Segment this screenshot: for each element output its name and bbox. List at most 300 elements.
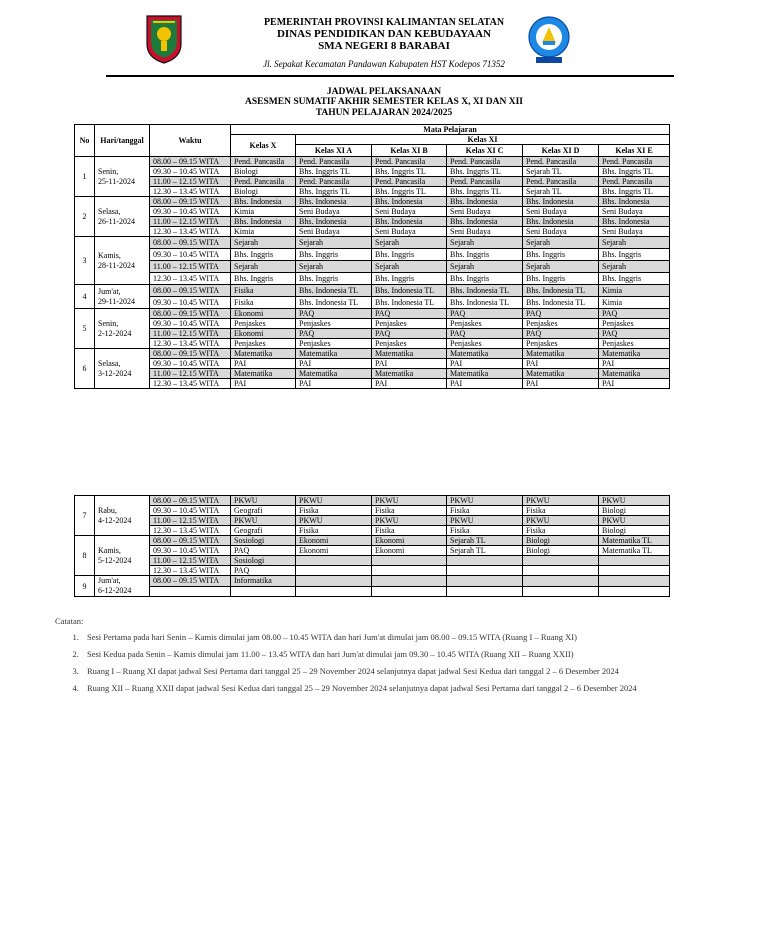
subject-cell: Fisika: [231, 297, 296, 309]
subject-cell: Bhs. Indonesia TL: [447, 297, 523, 309]
day-date: Senin, 25-11-2024: [95, 157, 150, 197]
table-row: [75, 319, 670, 329]
time-slot: 11.00 – 12.15 WITA: [150, 217, 231, 227]
subject-cell: Bhs. Inggris: [231, 273, 296, 285]
subject-cell: [599, 566, 670, 576]
subject-cell: Fisika: [296, 526, 372, 536]
subject-cell: Fisika: [296, 506, 372, 516]
subject-cell: Bhs. Indonesia: [447, 197, 523, 207]
subject-cell: Ekonomi: [296, 546, 372, 556]
subject-cell: Matematika: [523, 349, 599, 359]
doc-title: JADWAL PELAKSANAAN: [326, 87, 442, 97]
time-slot: 08.00 – 09.15 WITA: [150, 157, 231, 167]
subject-cell: Bhs. Indonesia: [231, 217, 296, 227]
subject-cell: [372, 576, 447, 587]
subject-cell: Seni Budaya: [523, 207, 599, 217]
subject-cell: [231, 586, 296, 597]
table-row: [75, 227, 670, 237]
subject-cell: Sejarah: [523, 237, 599, 249]
time-slot: 08.00 – 09.15 WITA: [150, 576, 231, 587]
row-number: 9: [75, 576, 95, 597]
subject-cell: Penjaskes: [372, 319, 447, 329]
subject-cell: Sejarah: [372, 237, 447, 249]
subject-cell: Matematika: [372, 349, 447, 359]
subject-cell: PAI: [231, 359, 296, 369]
time-slot: 08.00 – 09.15 WITA: [150, 309, 231, 319]
table-row: [75, 309, 670, 319]
subject-cell: [296, 586, 372, 597]
table-row: [75, 339, 670, 349]
table-row: [75, 379, 670, 389]
subject-cell: [447, 556, 523, 566]
note-item: 3. Ruang I – Ruang XI dapat jadwal Sesi Pertama dari tanggal 25 – 29 November 2024 selanjutnya dapat jadwal Sesi Kedua dari tanggal 2 – 6 Desember 2024: [81, 666, 745, 676]
day-date: Senin, 2-12-2024: [95, 309, 150, 349]
province-emblem-icon: [145, 14, 183, 64]
schedule-table-part-1: [74, 124, 670, 389]
subject-cell: Seni Budaya: [599, 207, 670, 217]
subject-cell: PKWU: [296, 516, 372, 526]
subject-cell: PAQ: [447, 309, 523, 319]
subject-cell: Bhs. Indonesia: [523, 197, 599, 207]
subject-cell: Biologi: [231, 187, 296, 197]
col-header-xi-c: Kelas XI C: [447, 145, 523, 157]
subject-cell: [523, 586, 599, 597]
time-slot: 11.00 – 12.15 WITA: [150, 556, 231, 566]
day-date: Selasa, 26-11-2024: [95, 197, 150, 237]
subject-cell: [296, 556, 372, 566]
subject-cell: PAQ: [447, 329, 523, 339]
subject-cell: Sejarah: [447, 261, 523, 273]
table-row: [75, 556, 670, 566]
subject-cell: Sosiologi: [231, 536, 296, 546]
time-slot: 08.00 – 09.15 WITA: [150, 197, 231, 207]
subject-cell: Sejarah TL: [523, 187, 599, 197]
subject-cell: Matematika: [296, 369, 372, 379]
subject-cell: Ekonomi: [372, 546, 447, 556]
note-item: 1. Sesi Pertama pada hari Senin – Kamis dimulai jam 08.00 – 10.45 WITA dan hari Jum'at dimulai jam 08.00 – 09.15 WITA (Ruang I – Ruang XI): [81, 632, 745, 642]
subject-cell: Fisika: [372, 506, 447, 516]
subject-cell: Bhs. Indonesia: [599, 197, 670, 207]
subject-cell: PAI: [447, 359, 523, 369]
row-number: 6: [75, 349, 95, 389]
subject-cell: PKWU: [372, 516, 447, 526]
subject-cell: [296, 566, 372, 576]
subject-cell: PAQ: [231, 566, 296, 576]
subject-cell: Fisika: [231, 285, 296, 297]
subject-cell: Bhs. Inggris: [447, 273, 523, 285]
subject-cell: Bhs. Indonesia TL: [372, 297, 447, 309]
subject-cell: Biologi: [231, 167, 296, 177]
subject-cell: PAI: [523, 359, 599, 369]
subject-cell: Sejarah: [296, 261, 372, 273]
doc-subtitle: ASESMEN SUMATIF AKHIR SEMESTER KELAS X, XI DAN XII: [245, 97, 523, 107]
subject-cell: Matematika: [372, 369, 447, 379]
subject-cell: Ekonomi: [296, 536, 372, 546]
notes-section: [55, 616, 745, 700]
subject-cell: Bhs. Inggris: [447, 249, 523, 261]
subject-cell: Sejarah: [599, 261, 670, 273]
col-header-no: No: [75, 125, 95, 157]
table-row: [75, 586, 670, 597]
subject-cell: Kimia: [599, 285, 670, 297]
subject-cell: Penjaskes: [372, 339, 447, 349]
subject-cell: Pend. Pancasila: [523, 177, 599, 187]
subject-cell: Seni Budaya: [296, 227, 372, 237]
time-slot: 09.30 – 10.45 WITA: [150, 359, 231, 369]
subject-cell: PKWU: [523, 516, 599, 526]
table-row: [75, 237, 670, 249]
subject-cell: PKWU: [447, 516, 523, 526]
time-slot: 12.30 – 13.45 WITA: [150, 187, 231, 197]
schedule-body-part-2: [75, 496, 670, 597]
col-header-time: Waktu: [150, 125, 231, 157]
subject-cell: Kimia: [599, 297, 670, 309]
subject-cell: Sejarah: [372, 261, 447, 273]
time-slot: 08.00 – 09.15 WITA: [150, 536, 231, 546]
subject-cell: Geografi: [231, 526, 296, 536]
row-number: 5: [75, 309, 95, 349]
table-row: [75, 187, 670, 197]
subject-cell: PKWU: [599, 516, 670, 526]
subject-cell: Matematika: [599, 349, 670, 359]
subject-cell: Ekonomi: [231, 329, 296, 339]
subject-cell: Matematika TL: [599, 536, 670, 546]
subject-cell: Bhs. Inggris TL: [372, 187, 447, 197]
time-slot: 12.30 – 13.45 WITA: [150, 566, 231, 576]
table-row: [75, 285, 670, 297]
subject-cell: Bhs. Inggris: [523, 273, 599, 285]
doc-year: TAHUN PELAJARAN 2024/2025: [315, 108, 453, 118]
subject-cell: Bhs. Indonesia TL: [523, 285, 599, 297]
time-slot: 11.00 – 12.15 WITA: [150, 177, 231, 187]
subject-cell: Bhs. Indonesia TL: [372, 285, 447, 297]
subject-cell: Penjaskes: [523, 339, 599, 349]
table-row: [75, 566, 670, 576]
subject-cell: PAI: [372, 359, 447, 369]
subject-cell: Sejarah TL: [447, 536, 523, 546]
time-slot: 09.30 – 10.45 WITA: [150, 167, 231, 177]
subject-cell: Penjaskes: [296, 319, 372, 329]
subject-cell: Penjaskes: [523, 319, 599, 329]
subject-cell: PKWU: [231, 496, 296, 506]
subject-cell: Bhs. Indonesia: [599, 217, 670, 227]
row-number: 3: [75, 237, 95, 285]
subject-cell: Fisika: [523, 526, 599, 536]
subject-cell: PAI: [447, 379, 523, 389]
subject-cell: [447, 576, 523, 587]
table-row: [75, 359, 670, 369]
subject-cell: Fisika: [447, 526, 523, 536]
day-date: Selasa, 3-12-2024: [95, 349, 150, 389]
time-slot: 08.00 – 09.15 WITA: [150, 285, 231, 297]
subject-cell: Pend. Pancasila: [447, 177, 523, 187]
row-number: 2: [75, 197, 95, 237]
day-date: Kamis, 5-12-2024: [95, 536, 150, 576]
subject-cell: PAQ: [296, 309, 372, 319]
subject-cell: PAQ: [296, 329, 372, 339]
col-header-xi-d: Kelas XI D: [523, 145, 599, 157]
time-slot: [150, 586, 231, 597]
table-row: [75, 177, 670, 187]
table-row: [75, 506, 670, 516]
subject-cell: Bhs. Inggris TL: [599, 187, 670, 197]
time-slot: 09.30 – 10.45 WITA: [150, 297, 231, 309]
subject-cell: Bhs. Inggris TL: [599, 167, 670, 177]
subject-cell: PAI: [599, 359, 670, 369]
subject-cell: Seni Budaya: [296, 207, 372, 217]
subject-cell: Penjaskes: [447, 339, 523, 349]
table-row: [75, 516, 670, 526]
subject-cell: Bhs. Indonesia: [523, 217, 599, 227]
time-slot: 12.30 – 13.45 WITA: [150, 339, 231, 349]
subject-cell: Sejarah: [523, 261, 599, 273]
subject-cell: Matematika TL: [599, 546, 670, 556]
subject-cell: Bhs. Inggris: [599, 249, 670, 261]
subject-cell: Sejarah: [447, 237, 523, 249]
subject-cell: Bhs. Indonesia: [372, 197, 447, 207]
subject-cell: [372, 566, 447, 576]
subject-cell: Penjaskes: [599, 339, 670, 349]
table-row: [75, 526, 670, 536]
subject-cell: Fisika: [523, 506, 599, 516]
subject-cell: Penjaskes: [231, 339, 296, 349]
table-row: [75, 197, 670, 207]
subject-cell: PAI: [296, 379, 372, 389]
day-date: Rabu, 4-12-2024: [95, 496, 150, 536]
subject-cell: PAI: [296, 359, 372, 369]
header-department: DINAS PENDIDIKAN DAN KEBUDAYAAN: [276, 28, 492, 40]
subject-cell: Pend. Pancasila: [447, 157, 523, 167]
subject-cell: Seni Budaya: [447, 207, 523, 217]
table-row: [75, 157, 670, 167]
subject-cell: Sejarah: [296, 237, 372, 249]
time-slot: 08.00 – 09.15 WITA: [150, 349, 231, 359]
subject-cell: Penjaskes: [599, 319, 670, 329]
subject-cell: Matematika: [447, 369, 523, 379]
subject-cell: PAQ: [372, 329, 447, 339]
table-row: [75, 207, 670, 217]
subject-cell: Bhs. Inggris: [372, 249, 447, 261]
subject-cell: [447, 566, 523, 576]
subject-cell: Bhs. Inggris: [296, 249, 372, 261]
subject-cell: Sosiologi: [231, 556, 296, 566]
table-row: [75, 273, 670, 285]
time-slot: 12.30 – 13.45 WITA: [150, 379, 231, 389]
subject-cell: Informatika: [231, 576, 296, 587]
subject-cell: Penjaskes: [231, 319, 296, 329]
subject-cell: PAQ: [523, 329, 599, 339]
col-header-class-x: Kelas X: [231, 135, 296, 157]
letterhead: [0, 0, 768, 80]
table-row: [75, 329, 670, 339]
subject-cell: Seni Budaya: [372, 227, 447, 237]
header-divider: [106, 75, 674, 77]
subject-cell: Bhs. Indonesia TL: [447, 285, 523, 297]
row-number: 4: [75, 285, 95, 309]
subject-cell: Pend. Pancasila: [231, 177, 296, 187]
subject-cell: Bhs. Indonesia: [296, 217, 372, 227]
subject-cell: Seni Budaya: [372, 207, 447, 217]
time-slot: 09.30 – 10.45 WITA: [150, 207, 231, 217]
subject-cell: Ekonomi: [372, 536, 447, 546]
row-number: 1: [75, 157, 95, 197]
col-header-xi-a: Kelas XI A: [296, 145, 372, 157]
subject-cell: Fisika: [447, 506, 523, 516]
col-header-xi-e: Kelas XI E: [599, 145, 670, 157]
subject-cell: Sejarah: [599, 237, 670, 249]
subject-cell: Bhs. Inggris TL: [372, 167, 447, 177]
col-header-day: Hari/tanggal: [95, 125, 150, 157]
subject-cell: Bhs. Inggris: [599, 273, 670, 285]
subject-cell: Seni Budaya: [447, 227, 523, 237]
table-row: [75, 249, 670, 261]
subject-cell: Pend. Pancasila: [523, 157, 599, 167]
table-row: [75, 496, 670, 506]
day-date: Jum'at, 29-11-2024: [95, 285, 150, 309]
table-row: [75, 261, 670, 273]
table-row: [75, 297, 670, 309]
subject-cell: Sejarah TL: [523, 167, 599, 177]
subject-cell: [599, 576, 670, 587]
table-row: [75, 167, 670, 177]
subject-cell: Bhs. Inggris TL: [296, 187, 372, 197]
subject-cell: PAQ: [599, 329, 670, 339]
subject-cell: PKWU: [296, 496, 372, 506]
header-government: PEMERINTAH PROVINSI KALIMANTAN SELATAN: [263, 17, 505, 28]
subject-cell: Ekonomi: [231, 309, 296, 319]
subject-cell: [372, 586, 447, 597]
note-item: 4. Ruang XII – Ruang XXII dapat jadwal Sesi Kedua dari tanggal 25 – 29 November 2024 selanjutnya dapat jadwal Sesi Pertama dari tanggal 2 – 6 Desember 2024: [81, 683, 745, 693]
notes-title: Catatan:: [55, 616, 84, 626]
subject-cell: [372, 556, 447, 566]
subject-cell: Penjaskes: [296, 339, 372, 349]
subject-cell: [599, 556, 670, 566]
subject-cell: Matematika: [523, 369, 599, 379]
subject-cell: PAI: [599, 379, 670, 389]
table-row: [75, 546, 670, 556]
subject-cell: Bhs. Indonesia: [296, 197, 372, 207]
subject-cell: Matematika: [447, 349, 523, 359]
table-row: [75, 369, 670, 379]
subject-cell: Bhs. Inggris: [296, 273, 372, 285]
table-row: [75, 536, 670, 546]
subject-cell: PAQ: [372, 309, 447, 319]
subject-cell: Bhs. Inggris: [231, 249, 296, 261]
subject-cell: Sejarah: [231, 237, 296, 249]
subject-cell: Bhs. Inggris TL: [296, 167, 372, 177]
subject-cell: [599, 586, 670, 597]
subject-cell: Pend. Pancasila: [372, 177, 447, 187]
subject-cell: Matematika: [296, 349, 372, 359]
subject-cell: Biologi: [523, 536, 599, 546]
subject-cell: Bhs. Indonesia: [447, 217, 523, 227]
subject-cell: Bhs. Inggris TL: [447, 187, 523, 197]
schedule-body-part-1: [75, 157, 670, 389]
time-slot: 08.00 – 09.15 WITA: [150, 496, 231, 506]
subject-cell: Bhs. Inggris: [523, 249, 599, 261]
subject-cell: Bhs. Indonesia TL: [296, 285, 372, 297]
time-slot: 09.30 – 10.45 WITA: [150, 319, 231, 329]
table-row: [75, 576, 670, 587]
time-slot: 11.00 – 12.15 WITA: [150, 261, 231, 273]
subject-cell: Pend. Pancasila: [296, 177, 372, 187]
subject-cell: PKWU: [372, 496, 447, 506]
subject-cell: Biologi: [599, 506, 670, 516]
row-number: 8: [75, 536, 95, 576]
time-slot: 12.30 – 13.45 WITA: [150, 526, 231, 536]
schedule-table-part-2: [74, 495, 670, 597]
subject-cell: Bhs. Indonesia TL: [296, 297, 372, 309]
subject-cell: Pend. Pancasila: [599, 177, 670, 187]
subject-cell: Sejarah: [231, 261, 296, 273]
subject-cell: Bhs. Inggris TL: [447, 167, 523, 177]
subject-cell: PAQ: [599, 309, 670, 319]
subject-cell: PKWU: [599, 496, 670, 506]
subject-cell: Matematika: [231, 349, 296, 359]
subject-cell: Kimia: [231, 207, 296, 217]
subject-cell: PKWU: [523, 496, 599, 506]
col-header-subjects: Mata Pelajaran: [231, 125, 670, 135]
subject-cell: [523, 576, 599, 587]
time-slot: 12.30 – 13.45 WITA: [150, 227, 231, 237]
subject-cell: Bhs. Indonesia TL: [523, 297, 599, 309]
notes-list: [55, 632, 745, 693]
subject-cell: [296, 576, 372, 587]
subject-cell: Bhs. Indonesia: [372, 217, 447, 227]
header-school: SMA NEGERI 8 BARABAI: [318, 40, 450, 52]
subject-cell: PKWU: [447, 496, 523, 506]
subject-cell: [447, 586, 523, 597]
subject-cell: Matematika: [599, 369, 670, 379]
table-row: [75, 349, 670, 359]
subject-cell: Geografi: [231, 506, 296, 516]
time-slot: 11.00 – 12.15 WITA: [150, 369, 231, 379]
time-slot: 08.00 – 09.15 WITA: [150, 237, 231, 249]
subject-cell: Sejarah TL: [447, 546, 523, 556]
time-slot: 12.30 – 13.45 WITA: [150, 273, 231, 285]
subject-cell: PAQ: [523, 309, 599, 319]
subject-cell: PAI: [231, 379, 296, 389]
subject-cell: Bhs. Indonesia: [231, 197, 296, 207]
subject-cell: Pend. Pancasila: [296, 157, 372, 167]
time-slot: 09.30 – 10.45 WITA: [150, 546, 231, 556]
subject-cell: Pend. Pancasila: [372, 157, 447, 167]
subject-cell: Biologi: [523, 546, 599, 556]
subject-cell: Kimia: [231, 227, 296, 237]
col-header-class-xi: Kelas XI: [296, 135, 670, 145]
time-slot: 09.30 – 10.45 WITA: [150, 249, 231, 261]
subject-cell: PAI: [372, 379, 447, 389]
subject-cell: Pend. Pancasila: [599, 157, 670, 167]
time-slot: 09.30 – 10.45 WITA: [150, 506, 231, 516]
subject-cell: Penjaskes: [447, 319, 523, 329]
subject-cell: PAQ: [231, 546, 296, 556]
tut-wuri-handayani-icon: [528, 13, 570, 65]
subject-cell: Seni Budaya: [599, 227, 670, 237]
subject-cell: Bhs. Inggris: [372, 273, 447, 285]
day-date: Kamis, 28-11-2024: [95, 237, 150, 285]
header-address: Jl. Sepakat Kecamatan Pandawan Kabupaten HST Kodepos 71352: [263, 59, 505, 69]
row-number: 7: [75, 496, 95, 536]
subject-cell: Pend. Pancasila: [231, 157, 296, 167]
subject-cell: Seni Budaya: [523, 227, 599, 237]
subject-cell: [523, 566, 599, 576]
subject-cell: [523, 556, 599, 566]
day-date: Jum'at, 6-12-2024: [95, 576, 150, 597]
subject-cell: PAI: [523, 379, 599, 389]
subject-cell: Biologi: [599, 526, 670, 536]
subject-cell: Matematika: [231, 369, 296, 379]
